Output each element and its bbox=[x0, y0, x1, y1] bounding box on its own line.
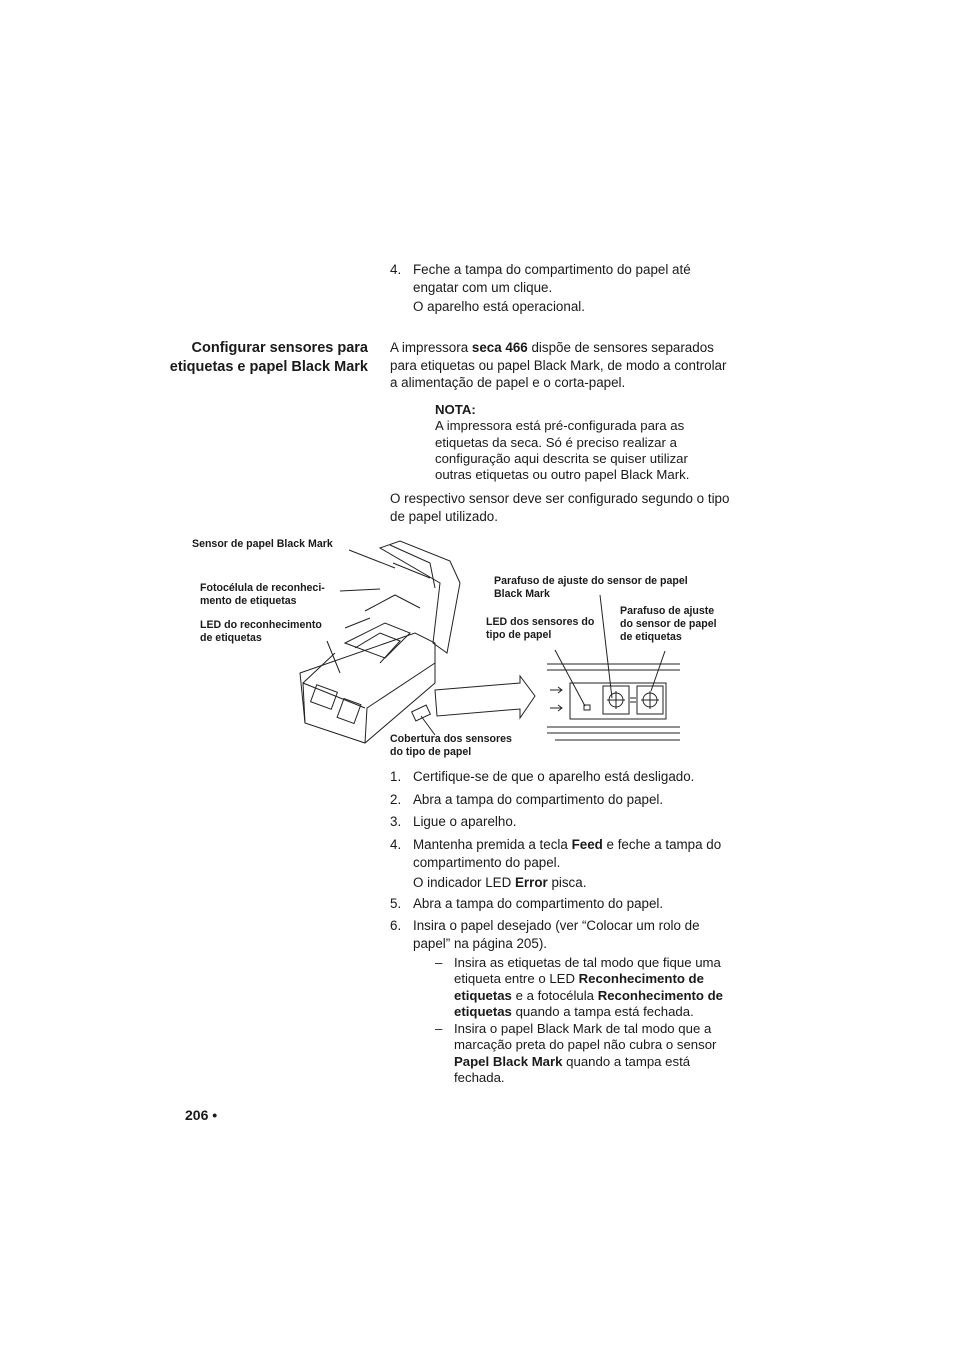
note-title: NOTA: bbox=[435, 402, 476, 417]
sub-item-black-mark: – Insira o papel Black Mark de tal modo que a marcação preta do papel não cubra o sensor Papel Black Mark quando a tampa está fechada. bbox=[435, 1021, 717, 1085]
step-4: 4. Mantenha premida a tecla Feed e feche a tampa do compartimento do papel. O indicador LED Error pisca. bbox=[390, 836, 735, 892]
step-2: 2. Abra a tampa do compartimento do papel. bbox=[390, 792, 664, 807]
note-box bbox=[435, 402, 725, 483]
sensor-paragraph: O respectivo sensor deve ser configurado segundo o tipo de papel utilizado. bbox=[390, 491, 730, 524]
step-number: 4. bbox=[390, 262, 402, 277]
printer-illustration bbox=[185, 533, 745, 763]
label-led-sensors: LED dos sensores do tipo de papel bbox=[486, 616, 595, 641]
note-text: A impressora está pré-configurada para as etiquetas da seca. Só é preciso realizar a configuração aqui descrita se quiser utilizar outras etiquetas ou outro papel Black Mark. bbox=[435, 418, 690, 483]
step-4-result: O indicador LED Error pisca. bbox=[413, 875, 587, 890]
label-photocell: Fotocélula de reconheci- mento de etiquetas bbox=[200, 582, 325, 607]
step-result: O aparelho está operacional. bbox=[413, 299, 585, 314]
label-led-recognition: LED do reconhecimento de etiquetas bbox=[200, 619, 322, 644]
step-text: Feche a tampa do compartimento do papel até engatar com um clique. bbox=[413, 262, 691, 295]
step-1: 1. Certifique-se de que o aparelho está desligado. bbox=[390, 769, 695, 784]
page-number: 206 • bbox=[185, 1107, 218, 1123]
label-label-screw: Parafuso de ajuste do sensor de papel de etiquetas bbox=[620, 605, 717, 643]
label-black-mark-screw: Parafuso de ajuste do sensor de papel Black Mark bbox=[494, 575, 688, 600]
sub-item-labels: – Insira as etiquetas de tal modo que fique uma etiqueta entre o LED Reconhecimento de etiquetas e a fotocélula Reconhecimento de etiquetas quando a tampa está fechada. bbox=[435, 955, 723, 1019]
step-6: 6. Insira o papel desejado (ver “Colocar um rolo de papel” na página 205). bbox=[390, 918, 700, 951]
step-4-top bbox=[390, 261, 735, 316]
printer-figure bbox=[185, 533, 745, 763]
step-3: 3. Ligue o aparelho. bbox=[390, 814, 517, 829]
section-heading: Configurar sensores para etiquetas e papel Black Mark bbox=[169, 340, 368, 375]
label-sensor-cover: Cobertura dos sensores do tipo de papel bbox=[390, 733, 512, 758]
step-5: 5. Abra a tampa do compartimento do papel. bbox=[390, 896, 664, 911]
intro-paragraph: A impressora seca 466 dispõe de sensores separados para etiquetas ou papel Black Mark, de modo a controlar a alimentação de papel e o corta-papel. bbox=[390, 340, 727, 390]
label-black-mark-sensor: Sensor de papel Black Mark bbox=[192, 538, 333, 550]
